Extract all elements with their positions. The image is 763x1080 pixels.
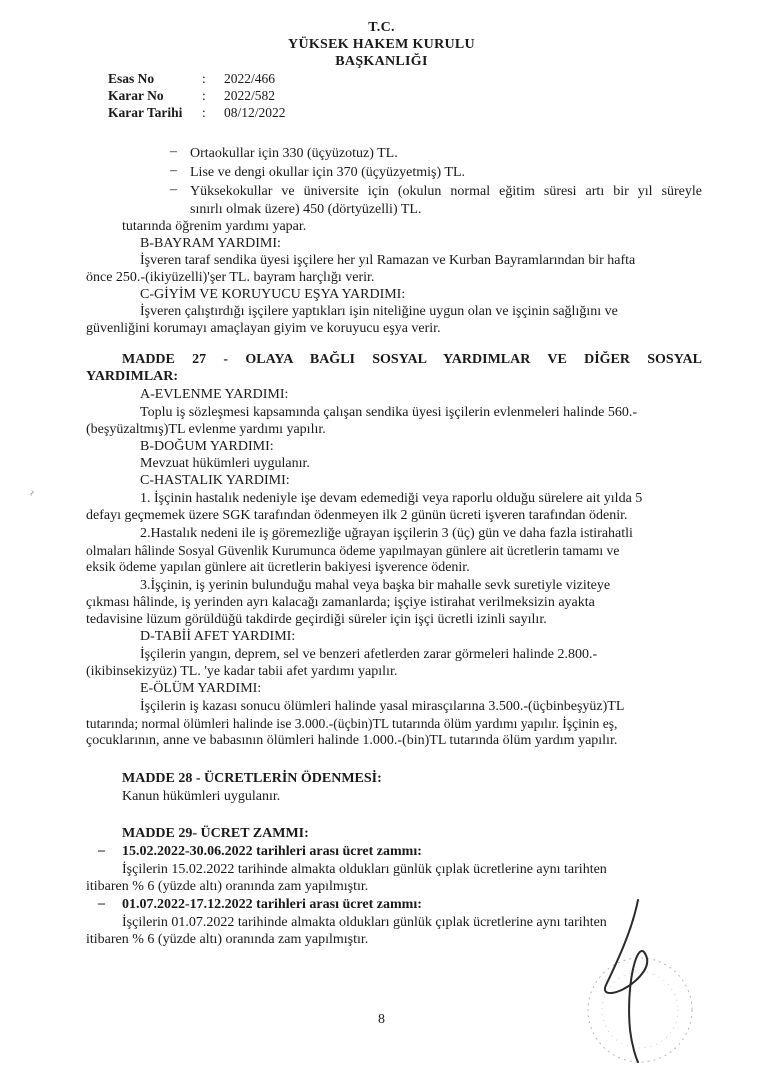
body-line: defayı geçmemek üzere SGK tarafından ödenmeyen ilk 2 günün ücreti işveren tarafından ödenir. (86, 508, 628, 523)
body-line: 1. İşçinin hastalık nedeniyle işe devam edemediği veya raporlu olduğu sürelere ait yılda 5 (140, 491, 643, 506)
period-heading: 01.07.2022-17.12.2022 tarihleri arası ücret zammı: (122, 897, 422, 912)
body-line: Mevzuat hükümleri uygulanır. (140, 456, 310, 471)
body-line: önce 250.-(ikiyüzelli)'şer TL. bayram harçlığı verir. (86, 270, 375, 285)
signature-stroke (605, 900, 647, 1062)
body-line: İşveren çalıştırdığı işçilere yaptıkları işin niteliğine uygun olan ve işçinin sağlığını ve (140, 304, 618, 319)
body-line: İşçilerin 01.07.2022 tarihinde almakta oldukları günlük çıplak ücretlerine aynı tarihten (122, 915, 607, 930)
meta-key: Karar Tarihi (108, 105, 183, 120)
section-heading: D-TABİİ AFET YARDIMI: (140, 629, 296, 644)
list-dash: – (98, 843, 105, 858)
body-line: olmaları hâlinde Sosyal Güvenlik Kurumunca ödeme yapılmayan günlere ait ücretlerin tamamı ve (86, 543, 620, 558)
meta-value: 08/12/2022 (224, 105, 286, 120)
list-dash: – (170, 144, 177, 159)
body-line: 2.Hastalık nedeni ile iş göremezliğe uğrayan işçilerin 3 (üç) gün ve daha fazla istirahatli (140, 526, 633, 541)
body-line: Yüksekokullar ve üniversite için (okulun normal eğitim süresi artı bir yıl süreyle (190, 184, 702, 199)
body-line: Kanun hükümleri uygulanır. (122, 789, 281, 804)
meta-sep: : (202, 88, 206, 103)
body-line: çıkması hâlinde, iş yerinden ayrı kalacağı zamanlarda; işçiye istirahat verilmeksizin ayakta (86, 595, 595, 610)
body-line: tedavisine lüzum görüldüğü takdirde geçirdiği süreler için işçi ücretli izinli sayılır. (86, 612, 547, 627)
signature-stamp-image (560, 890, 710, 1070)
stamp-inner-ring (602, 972, 678, 1048)
body-line: (ikibinsekizyüz) TL. 'ye kadar tabii afet yardımı yapılır. (86, 664, 398, 679)
body-line: itibaren % 6 (yüzde altı) oranında zam yapılmıştır. (86, 879, 369, 894)
article-27-heading: MADDE 27 - OLAYA BAĞLI SOSYAL YARDIMLAR VE DİĞER SOSYAL (122, 352, 702, 367)
body-line: eksik ödeme yapılan günlere ait ücretlerin bakiyesi işverence ödenir. (86, 560, 470, 575)
body-line: tutarında; normal ölümleri halinde ise 3.000.-(üçbin)TL tutarında ölüm yardımı yapılır. İşçinin eş, (86, 716, 618, 731)
section-heading: B-BAYRAM YARDIMI: (140, 236, 281, 251)
header-presidency: BAŞKANLIĞI (335, 54, 428, 69)
section-heading: C-GİYİM VE KORUYUCU EŞYA YARDIMI: (140, 287, 406, 302)
body-line: çocuklarının, anne ve babasının ölümleri halinde 1.000.-(bin)TL tutarında ölüm yardım yapılır. (86, 733, 618, 748)
header-tc: T.C. (368, 20, 395, 35)
header-institution: YÜKSEK HAKEM KURULU (288, 37, 475, 52)
article-27-heading-cont: YARDIMLAR: (86, 369, 179, 384)
meta-value: 2022/466 (224, 71, 276, 86)
body-line: İşçilerin 15.02.2022 tarihinde almakta oldukları günlük çıplak ücretlerine aynı tarihten (122, 862, 607, 877)
list-dash: – (170, 163, 177, 178)
body-line: itibaren % 6 (yüzde altı) oranında zam yapılmıştır. (86, 932, 369, 947)
section-heading: A-EVLENME YARDIMI: (140, 387, 289, 402)
case-number-row (108, 70, 275, 87)
body-line: İşçilerin yangın, deprem, sel ve benzeri afetlerden zarar görmeleri halinde 2.800.- (140, 647, 598, 662)
body-line: Lise ve dengi okullar için 370 (üçyüzyetmiş) TL. (190, 165, 466, 180)
list-dash: – (98, 896, 105, 911)
section-heading: B-DOĞUM YARDIMI: (140, 439, 274, 454)
article-29-heading: MADDE 29- ÜCRET ZAMMI: (122, 826, 309, 841)
margin-pencil-mark: ~ (26, 488, 39, 499)
section-heading: C-HASTALIK YARDIMI: (140, 473, 290, 488)
body-line: güvenliğini korumayı amaçlayan giyim ve koruyucu eşya verir. (86, 321, 441, 336)
meta-sep: : (202, 71, 206, 86)
body-line: 3.İşçinin, iş yerinin bulunduğu mahal veya başka bir mahalle sevk suretiyle viziteye (140, 578, 611, 593)
page-number: 8 (378, 1012, 385, 1027)
meta-value: 2022/582 (224, 88, 276, 103)
section-heading: E-ÖLÜM YARDIMI: (140, 681, 262, 696)
list-dash: – (170, 182, 177, 197)
body-line: (beşyüzaltmış)TL evlenme yardımı yapılır. (86, 422, 326, 437)
meta-key: Karar No (108, 88, 164, 103)
stamp-ring (588, 958, 692, 1062)
meta-sep: : (202, 105, 206, 120)
meta-key: Esas No (108, 71, 155, 86)
article-28-heading: MADDE 28 - ÜCRETLERİN ÖDENMESİ: (122, 771, 382, 786)
body-line: Ortaokullar için 330 (üçyüzotuz) TL. (190, 146, 398, 161)
decision-number-row (108, 87, 275, 104)
body-line: Toplu iş sözleşmesi kapsamında çalışan sendika üyesi işçilerin evlenmeleri halinde 560.- (140, 405, 638, 420)
body-line: İşveren taraf sendika üyesi işçilere her yıl Ramazan ve Kurban Bayramlarından bir hafta (140, 253, 636, 268)
decision-date-row (108, 104, 286, 121)
period-heading: 15.02.2022-30.06.2022 tarihleri arası ücret zammı: (122, 844, 422, 859)
body-line: İşçilerin iş kazası sonucu ölümleri halinde yasal mirasçılarına 3.500.-(üçbinbeşyüz)TL (140, 699, 625, 714)
body-line: sınırlı olmak üzere) 450 (dörtyüzelli) TL. (190, 202, 422, 217)
body-line: tutarında öğrenim yardımı yapar. (122, 219, 307, 234)
